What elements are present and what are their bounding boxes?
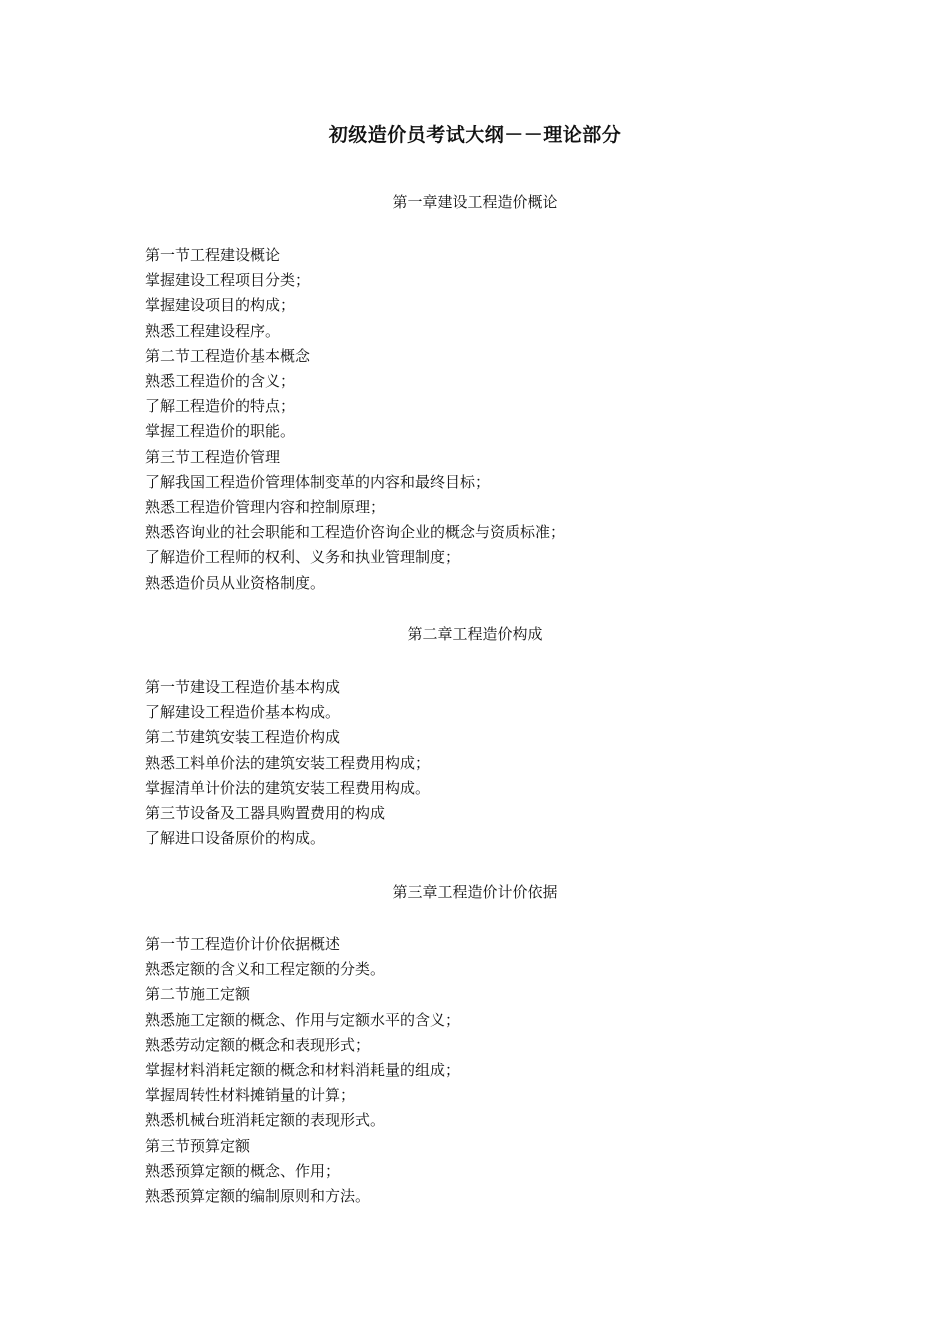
outline-line: 掌握清单计价法的建筑安装工程费用构成。: [145, 778, 431, 797]
outline-line: 熟悉咨询业的社会职能和工程造价咨询企业的概念与资质标准；: [145, 523, 566, 542]
outline-line: 熟悉机械台班消耗定额的表现形式。: [145, 1111, 386, 1130]
outline-line: 第二节工程造价基本概念: [145, 346, 311, 365]
outline-line: 掌握建设工程项目分类；: [145, 271, 311, 290]
outline-line: 第二节建筑安装工程造价构成: [145, 728, 341, 747]
chapter-3-title: 第三章工程造价计价依据: [392, 883, 558, 901]
chapter-1-body: [145, 243, 845, 596]
outline-line: 熟悉工程建设程序。: [145, 321, 281, 340]
chapter-2-title: 第二章工程造价构成: [407, 625, 543, 643]
outline-line: 了解造价工程师的权利、义务和执业管理制度；: [145, 548, 461, 567]
outline-line: 掌握周转性材料摊销量的计算；: [145, 1086, 356, 1105]
outline-line: 熟悉预算定额的概念、作用；: [145, 1161, 341, 1180]
outline-line: 熟悉工程造价管理内容和控制原理；: [145, 498, 386, 517]
outline-line: 掌握材料消耗定额的概念和材料消耗量的组成；: [145, 1061, 461, 1080]
chapter-2-body: [145, 675, 845, 851]
outline-line: 熟悉工程造价的含义；: [145, 372, 296, 391]
outline-line: 了解建设工程造价基本构成。: [145, 703, 341, 722]
outline-line: 第三节预算定额: [145, 1136, 251, 1155]
outline-line: 了解进口设备原价的构成。: [145, 829, 326, 848]
outline-line: 第一节工程造价计价依据概述: [145, 935, 341, 953]
outline-line: 第一节工程建设概论: [145, 246, 281, 264]
outline-line: 第二节施工定额: [145, 985, 251, 1004]
outline-line: 掌握建设项目的构成；: [145, 296, 296, 315]
outline-line: 熟悉造价员从业资格制度。: [145, 573, 326, 592]
outline-line: 了解我国工程造价管理体制变革的内容和最终目标；: [145, 472, 491, 491]
outline-line: 了解工程造价的特点；: [145, 397, 296, 416]
outline-line: 熟悉定额的含义和工程定额的分类。: [145, 960, 386, 979]
chapter-1-title: 第一章建设工程造价概论: [392, 193, 558, 211]
document-title: 初级造价员考试大纲－－理论部分: [328, 124, 622, 146]
chapter-3-body: [145, 932, 845, 1209]
outline-line: 掌握工程造价的职能。: [145, 422, 296, 441]
outline-line: 熟悉预算定额的编制原则和方法。: [145, 1187, 371, 1206]
outline-line: 第三节设备及工器具购置费用的构成: [145, 804, 386, 823]
outline-line: 第三节工程造价管理: [145, 447, 281, 466]
outline-line: 熟悉施工定额的概念、作用与定额水平的含义；: [145, 1010, 461, 1029]
outline-line: 第一节建设工程造价基本构成: [145, 678, 341, 696]
outline-line: 熟悉劳动定额的概念和表现形式；: [145, 1035, 371, 1054]
outline-line: 熟悉工料单价法的建筑安装工程费用构成；: [145, 753, 431, 772]
